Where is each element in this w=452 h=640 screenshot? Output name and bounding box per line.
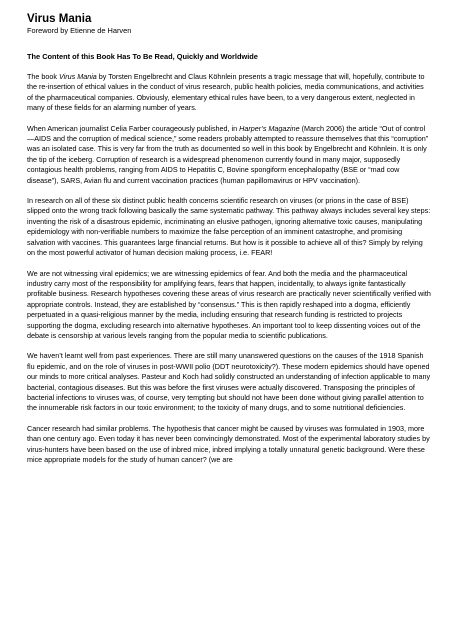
paragraph-text: Cancer research had similar problems. The hypothesis that cancer might be caused by viruses was formulated in 1903, more than one century ago. Even today it has never been convincingly demonstrated. Most of the experimental laboratory studies by virus-hunters have been based on the use of inbred mice, inbred implying a totally unnatural genetic background. Were these mice appropriate models for the study of human cancer? (we are — [27, 423, 430, 464]
italic-text: Virus Mania — [58, 72, 97, 81]
document-subtitle: Foreword by Etienne de Harven — [27, 26, 132, 35]
section-heading: The Content of this Book Has To Be Read, Quickly and Worldwide — [27, 52, 258, 61]
paragraph-text: The book — [27, 72, 59, 81]
paragraph-text: by Torsten Engelbrecht and Claus Köhnlein presents a tragic message that will, hopefully, contribute to the re-insertion of ethical values in the conduct of virus research, public health policies, media communications, and activities of the pharmaceutical companies. Obviously, elementary ethical rules have been, to a very dangerous extent, neglected in many of these fields for an alarming number of years. — [27, 72, 425, 113]
body-paragraph — [27, 196, 431, 258]
document-title: Virus Mania — [27, 13, 92, 25]
document-page — [27, 12, 431, 475]
paragraph-text: In research on all of these six distinct public health concerns scientific research on viruses (or prions in the case of BSE) slipped onto the wrong track following basically the same systematic pathway. This pathway always includes several key steps: inventing the risk of a disastrous epidemic, incriminating an elusive pathogen, ignoring alternative toxic causes, manipulating epidemiology with non-verifiable numbers to maximize the false perception of an imminent catastrophe, and promising salvation with vaccines. This guarantees large financial returns. But how is it possible to achieve all of this? Simply by relying on the most powerful activator of human decision making process, i.e. FEAR! — [27, 196, 431, 258]
body-paragraph — [27, 72, 431, 114]
body-paragraph — [27, 351, 431, 413]
paragraph-text: When American journalist Celia Farber courageously published, in — [27, 123, 240, 133]
italic-text: Harper’s Magazine — [239, 123, 300, 133]
paragraph-text: We haven’t learnt well from past experiences. There are still many unanswered questions on the causes of the 1918 Spanish flu epidemic, and on the role of viruses in post-WWII polio (DDT neurotoxicity?). These modern epidemics should have opened our minds to more critical analyses. Pasteur and Koch had solidly constructed an understanding of infection applicable to many bacterial, contagious diseases. But this was before the first viruses were actually discovered. Transposing the principles of bacterial infections to viruses was, of course, very tempting but should not have been done without giving parallel attention to the innumerable risk factors in our toxic environment; to the toxicity of many drugs, and to some nutritional deficiencies. — [27, 351, 431, 413]
paragraph-text: (March 2006) the article “Out of control—AIDS and the corruption of medical science,” some readers probably attempted to reassure themselves that this “corruption” was an isolated case. This is very far from the truth as documented so well in this book by Engelbrecht and Köhnlein. It is only the tip of the iceberg. Corruption of research is a widespread phenomenon currently found in many major, supposedly contagious health problems, ranging from AIDS to Hepatitis C, Bovine spongiform encephalopathy (BSE or “mad cow disease”), SARS, Avian flu and current vaccination practices (human papillomavirus or HPV vaccination). — [27, 123, 429, 185]
body-paragraph — [27, 424, 431, 466]
body-paragraph — [27, 269, 431, 342]
body-paragraph — [27, 124, 431, 186]
body-text — [27, 72, 431, 465]
paragraph-text: We are not witnessing viral epidemics; we are witnessing epidemics of fear. And both the media and the pharmaceutical industry carry most of the responsibility for amplifying fears, fears that happen, incidentally, to always ignite fantastically profitable business. Research hypotheses covering these areas of virus research are practically never scientifically verified with appropriate controls. Instead, they are established by “consensus.” This is then rapidly reshaped into a dogma, efficiently perpetuated in a quasi-religious manner by the media, including ensuring that research funding is restricted to projects supporting the dogma, excluding research into alternative hypotheses. An important tool to keep dissenting voices out of the debate is censorship at various levels ranging from the popular media to scientific publications. — [27, 268, 431, 340]
